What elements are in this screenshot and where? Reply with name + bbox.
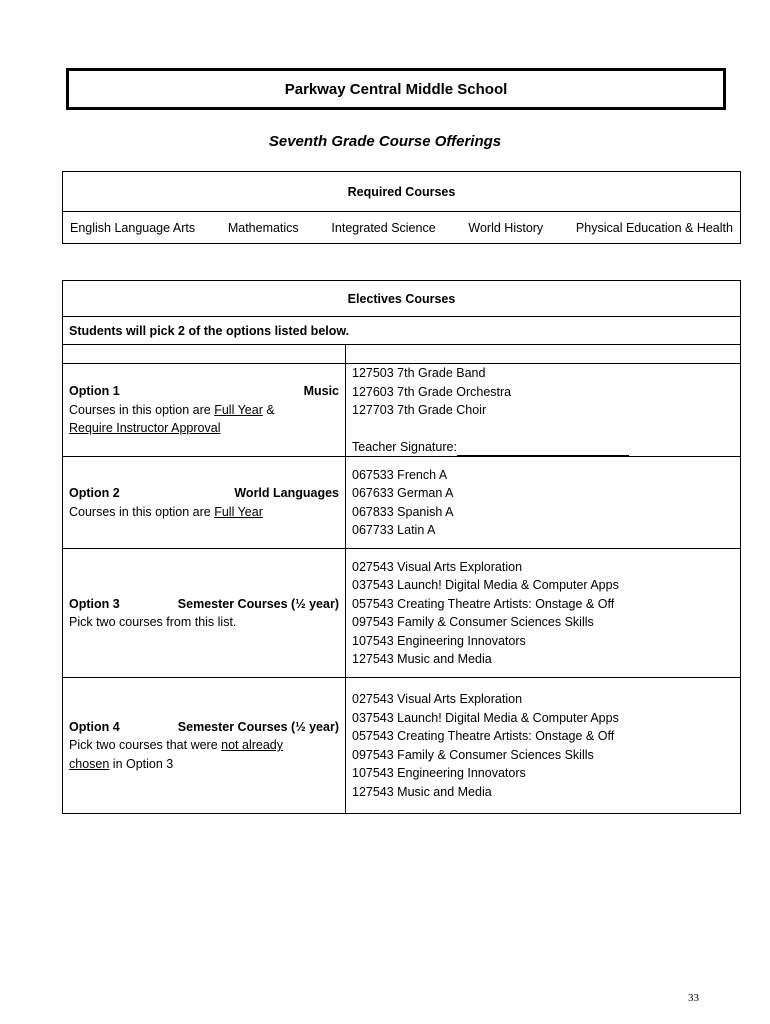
required-course: Mathematics [227,220,299,235]
option-category: Semester Courses (½ year) [177,719,339,734]
course-item: 067633 German A [352,486,454,500]
page-subtitle: Seventh Grade Course Offerings [268,133,502,150]
option-label: Option 2 [69,486,120,500]
course-item: 027543 Visual Arts Exploration [352,559,523,574]
course-item: 037543 Launch! Digital Media & Computer Apps [352,578,619,592]
required-course: English Language Arts [70,220,196,235]
option-3-description [63,549,346,678]
course-item: 027543 Visual Arts Exploration [352,692,523,706]
option-category: World Languages [234,486,339,500]
school-name: Parkway Central Middle School [284,80,508,98]
course-item: 127603 7th Grade Orchestra [352,384,512,399]
option-category: Semester Courses (½ year) [177,596,339,611]
blank-cell [346,345,741,364]
course-item: 057543 Creating Theatre Artists: Onstage & Off [352,596,615,611]
teacher-signature: Teacher Signature: [352,438,734,457]
school-title-box [66,68,726,110]
course-item: 067733 Latin A [352,523,436,537]
option-4-courses [346,678,741,814]
course-item: 127503 7th Grade Band [352,366,486,380]
course-item: 127703 7th Grade Choir [352,403,487,417]
electives-instruction: Students will pick 2 of the options listed below. [63,317,741,345]
required-courses-heading: Required Courses [63,172,741,212]
option-label: Option 1 [69,384,120,399]
course-item: 067833 Spanish A [352,504,454,519]
course-item: 127543 Music and Media [352,652,492,666]
option-note: Courses in this option are Full Year & [69,402,275,417]
required-course: Physical Education & Health [575,220,733,235]
option-3-courses [346,549,741,678]
electives-table [62,280,741,814]
course-item: 037543 Launch! Digital Media & Computer Apps [352,710,619,725]
option-note: Pick two courses from this list. [69,615,237,629]
option-note: Courses in this option are Full Year [69,504,263,519]
required-courses-table [62,171,741,244]
option-label: Option 4 [69,719,120,734]
option-1-description [63,364,346,457]
course-item: 057543 Creating Theatre Artists: Onstage & Off [352,729,615,743]
blank-cell [63,345,346,364]
page-number: 33 [688,992,699,1004]
option-note-approval: Require Instructor Approval [69,421,221,436]
option-note: Pick two courses that were not already [69,738,284,753]
required-courses-row [63,212,741,244]
option-2-description [63,457,346,549]
course-item: 127543 Music and Media [352,784,492,799]
option-4-description [63,678,346,814]
option-label: Option 3 [69,596,120,611]
option-2-courses [346,457,741,549]
electives-heading: Electives Courses [63,281,741,317]
required-course: Integrated Science [331,220,436,235]
option-note-cont: chosen in Option 3 [69,756,174,771]
option-category: Music [303,384,339,399]
course-item: 067533 French A [352,467,448,482]
option-1-courses [346,364,741,457]
signature-line [457,442,629,456]
required-course: World History [468,220,544,235]
course-item: 097543 Family & Consumer Sciences Skills [352,747,594,762]
course-item: 107543 Engineering Innovators [352,766,526,780]
course-item: 097543 Family & Consumer Sciences Skills [352,615,594,629]
course-item: 107543 Engineering Innovators [352,633,526,648]
